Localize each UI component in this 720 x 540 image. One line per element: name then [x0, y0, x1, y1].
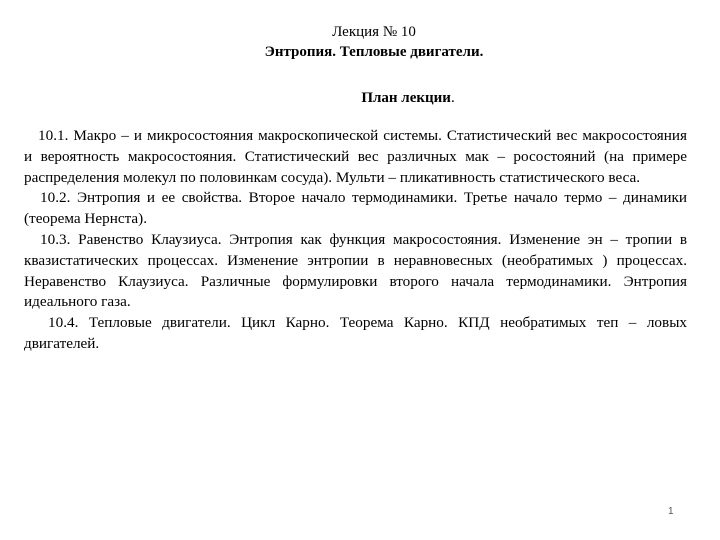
- plan-item-10-2: 10.2. Энтропия и ее свойства. Второе начало термодинамики. Третье начало термо – динамики (теорема Нернста).: [24, 189, 687, 228]
- plan-item-10-1: 10.1. Макро – и микросостояния макроскопической системы. Статистический вес макросостояния и вероятность макросостояния. Статистический вес различных мак – росостояний (на примере распределения молекул по половинкам сосуда). Мульти – пликативность статистического веса.: [24, 127, 687, 186]
- plan-item-10-3: 10.3. Равенство Клаузиуса. Энтропия как функция макросостояния. Изменение эн – тропии в квазистатических процессах. Изменение энтропии в неравновесных (необратимых ) процессах. Неравенство Клаузиуса. Различные формулировки второго начала термодинамики. Энтропия идеального газа.: [24, 230, 687, 311]
- plan-heading-text: План лекции: [361, 90, 451, 106]
- plan-heading-dot: .: [450, 90, 455, 106]
- page-number: 1: [668, 506, 674, 517]
- lecture-plan: [24, 126, 687, 355]
- lecture-title: Энтропия. Тепловые двигатели.: [264, 44, 484, 60]
- plan-heading: [48, 88, 720, 108]
- lecture-number: Лекция № 10: [332, 24, 416, 40]
- plan-item-10-4: 10.4. Тепловые двигатели. Цикл Карно. Теорема Карно. КПД необратимых теп – ловых двигателей.: [24, 314, 687, 352]
